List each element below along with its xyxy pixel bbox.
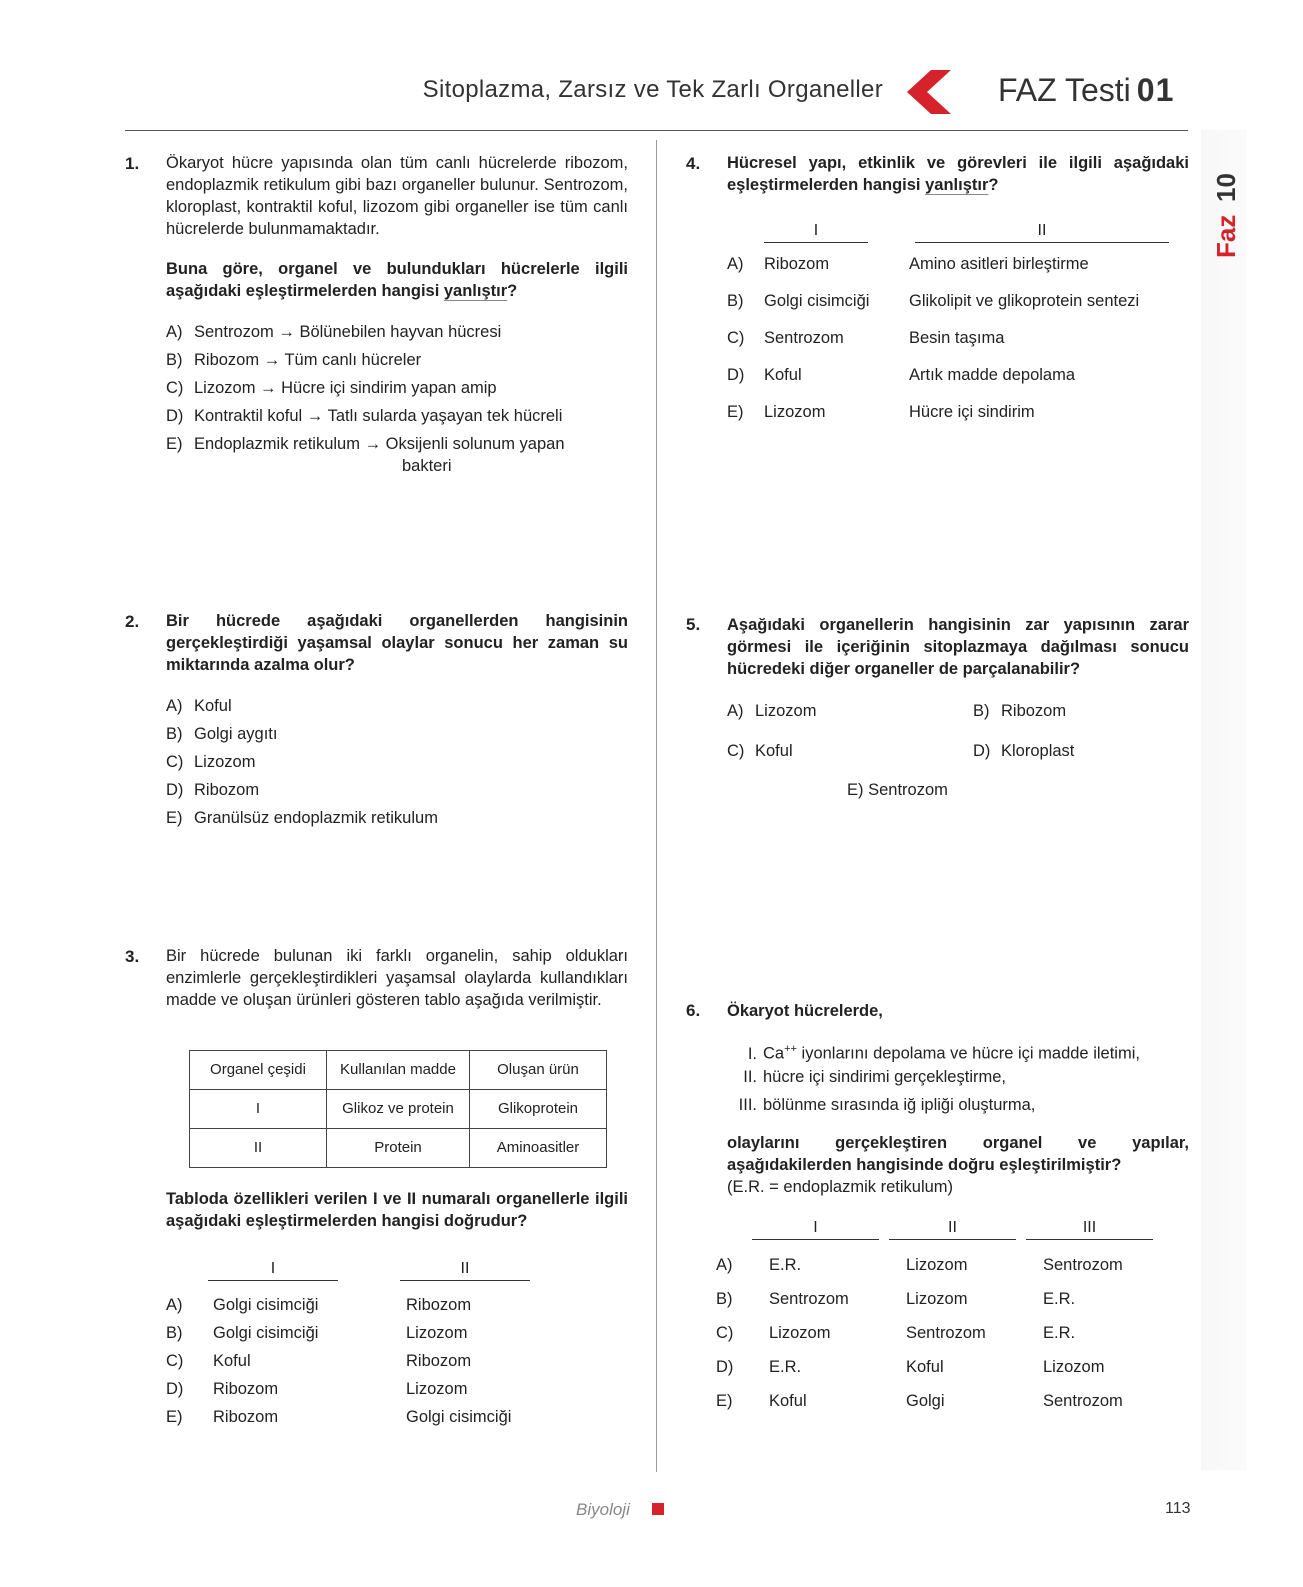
question-stem <box>166 258 628 302</box>
question-stem: Aşağıdaki organellerin hangisinin zar yapısının zarar görmesi ile içeriğinin sitoplazmaya dağılması sonucu hücredeki diğer organeller de parçalanabilir? <box>727 616 1189 678</box>
side-strip <box>1201 130 1247 1470</box>
test-number: 01 <box>1136 72 1175 108</box>
option-c[interactable] <box>727 740 793 762</box>
option-letter: E) <box>166 809 183 827</box>
option-a[interactable] <box>166 695 232 717</box>
option-letter: E) <box>847 781 864 799</box>
stem-emphasis: yanlıştır <box>925 176 989 194</box>
footer-square-icon <box>652 1503 664 1515</box>
option-letter: C) <box>716 1324 734 1342</box>
table-header-cell: Kullanılan madde <box>327 1051 470 1090</box>
option-b[interactable] <box>727 290 1140 312</box>
question-number: 6. <box>686 1001 701 1020</box>
option-d[interactable] <box>727 364 1076 386</box>
option-letter: C) <box>166 753 184 771</box>
column-header: II <box>915 220 1169 243</box>
option-d[interactable] <box>716 1356 1105 1378</box>
option-col-2: Golgi <box>906 1392 945 1410</box>
statement-text: iyonlarını depolama ve hücre içi madde iletimi, <box>796 1044 1140 1063</box>
stem-text: Buna göre, organel ve bulundukları hücrelerle ilgili aşağıdaki eşleştirmelerden hangisi <box>166 260 628 300</box>
option-e[interactable] <box>716 1390 1123 1412</box>
table-header-cell: Oluşan ürün <box>470 1051 607 1090</box>
column-header: II <box>889 1217 1016 1240</box>
option-col-2: Ribozom <box>406 1296 472 1314</box>
option-col-2: Ribozom <box>406 1352 472 1370</box>
statement-numeral: I. <box>747 1044 757 1063</box>
option-d[interactable] <box>166 405 562 427</box>
option-col-1: Lizozom <box>769 1324 831 1342</box>
option-letter: D) <box>727 366 745 384</box>
test-title-word: FAZ Testi <box>998 72 1131 108</box>
column-header: I <box>764 220 868 243</box>
option-b[interactable] <box>166 723 277 745</box>
column-divider <box>656 140 657 1472</box>
question-text: Ökaryot hücre yapısında olan tüm canlı hücrelerde ribozom, endoplazmik retikulum gibi bazı organeller bulunur. Sentrozom, kloroplast, kontraktil koful, lizozom gibi organeller ise tüm canlı hücrelerde bulunmamaktadır. <box>166 154 628 238</box>
option-col-2: Besin taşıma <box>909 329 1005 347</box>
option-letter: D) <box>166 407 184 425</box>
superscript: ++ <box>784 1043 797 1055</box>
option-col-2: Lizozom <box>406 1380 468 1398</box>
option-letter: B) <box>973 702 990 720</box>
statement-1 <box>727 1038 1167 1065</box>
option-col-1: Koful <box>213 1352 251 1370</box>
faz-10-logo <box>1207 150 1241 260</box>
svg-text:Faz: Faz <box>1211 214 1241 258</box>
option-letter: B) <box>727 292 744 310</box>
option-text: Koful <box>194 697 232 715</box>
option-letter: E) <box>716 1392 733 1410</box>
option-letter: B) <box>166 351 183 369</box>
option-e[interactable] <box>166 433 565 455</box>
table-cell: I <box>190 1090 327 1129</box>
option-text: Endoplazmik retikulum → Oksijenli solunum yapan <box>194 435 565 453</box>
option-col-1: E.R. <box>769 1256 802 1274</box>
option-d[interactable] <box>973 740 1074 762</box>
question-text: Bir hücrede bulunan iki farklı organelin, sahip oldukları enzimlerle gerçekleştirdikleri yaşamsal olaylarda kullandıkları madde ve oluşan ürünleri gösteren tablo aşağıda verilmiştir. <box>166 947 628 1009</box>
option-col-1: Golgi cisimciği <box>764 292 870 310</box>
option-col-1: E.R. <box>769 1358 802 1376</box>
option-text: Kloroplast <box>1001 742 1075 760</box>
table-cell: II <box>190 1129 327 1168</box>
option-letter: C) <box>166 1352 184 1370</box>
option-c[interactable] <box>166 377 497 399</box>
option-col-1: Golgi cisimciği <box>213 1296 319 1314</box>
option-col-1: Ribozom <box>764 255 830 273</box>
option-letter: D) <box>166 781 184 799</box>
option-c[interactable] <box>727 327 1005 349</box>
chevron-left-icon <box>905 68 953 116</box>
option-letter: B) <box>716 1290 733 1308</box>
option-letter: B) <box>166 725 183 743</box>
option-a[interactable] <box>727 700 816 722</box>
column-header: III <box>1026 1217 1153 1240</box>
option-c[interactable] <box>716 1322 1076 1344</box>
option-d[interactable] <box>166 1378 468 1400</box>
option-col-2: Lizozom <box>906 1290 968 1308</box>
statement-3 <box>727 1094 1167 1116</box>
table-cell: Aminoasitler <box>470 1129 607 1168</box>
option-col-2: Artık madde depolama <box>909 366 1076 384</box>
option-text: Ribozom <box>194 781 260 799</box>
question-number: 3. <box>125 947 140 966</box>
option-col-3: E.R. <box>1043 1324 1076 1342</box>
option-letter: B) <box>166 1324 183 1342</box>
option-col-1: Golgi cisimciği <box>213 1324 319 1342</box>
option-text: Golgi aygıtı <box>194 725 278 743</box>
option-e[interactable] <box>166 1406 512 1428</box>
table-cell: Glikoz ve protein <box>327 1090 470 1129</box>
option-col-1: Sentrozom <box>764 329 844 347</box>
option-text: Kontraktil koful → Tatlı sularda yaşayan tek hücreli <box>194 407 563 425</box>
question-number: 1. <box>125 154 140 173</box>
option-e[interactable] <box>166 807 438 829</box>
option-text: Granülsüz endoplazmik retikulum <box>194 809 438 827</box>
option-letter: A) <box>166 697 183 715</box>
option-a[interactable] <box>716 1254 1123 1276</box>
option-e[interactable] <box>847 779 948 801</box>
option-letter: A) <box>166 1296 183 1314</box>
option-col-3: Lizozom <box>1043 1358 1105 1376</box>
column-header: II <box>400 1258 530 1281</box>
option-letter: C) <box>727 742 745 760</box>
question-stem <box>727 152 1189 196</box>
option-col-2: Golgi cisimciği <box>406 1408 512 1426</box>
option-letter: A) <box>727 255 744 273</box>
option-text: Lizozom <box>194 753 256 771</box>
table-cell: Protein <box>327 1129 470 1168</box>
option-letter: C) <box>727 329 745 347</box>
question-number: 5. <box>686 615 701 634</box>
option-col-1: Koful <box>764 366 802 384</box>
option-b[interactable] <box>166 1322 468 1344</box>
data-table <box>189 1050 607 1168</box>
option-b[interactable] <box>166 349 421 371</box>
option-d[interactable] <box>166 779 259 801</box>
option-letter: D) <box>166 1380 184 1398</box>
statement-numeral: II. <box>743 1068 757 1086</box>
page-subtitle: Sitoplazma, Zarsız ve Tek Zarlı Organeller <box>422 76 883 103</box>
column-header: I <box>208 1258 338 1281</box>
option-col-1: Ribozom <box>213 1408 279 1426</box>
option-col-2: Lizozom <box>906 1256 968 1274</box>
option-text: Lizozom → Hücre içi sindirim yapan amip <box>194 379 497 397</box>
option-letter: E) <box>166 1408 183 1426</box>
statement-numeral: III. <box>738 1096 757 1114</box>
stem-emphasis: yanlıştır <box>443 282 508 300</box>
option-text: Lizozom <box>755 702 817 720</box>
option-letter: A) <box>166 323 183 341</box>
test-title <box>998 72 1174 109</box>
option-b[interactable] <box>973 700 1066 722</box>
option-c[interactable] <box>166 1350 472 1372</box>
question-note: (E.R. = endoplazmik retikulum) <box>727 1178 954 1196</box>
option-letter: D) <box>716 1358 734 1376</box>
option-text: Sentrozom <box>868 781 948 799</box>
option-letter: C) <box>166 379 184 397</box>
option-col-3: Sentrozom <box>1043 1392 1123 1410</box>
table-row <box>190 1129 607 1168</box>
statement-text: hücre içi sindirimi gerçekleştirme, <box>763 1068 1006 1086</box>
question-stem: Bir hücrede aşağıdaki organellerden hangisinin gerçekleştirdiği yaşamsal olaylar sonucu her zaman su miktarında azalma olur? <box>166 612 628 674</box>
question-intro: Ökaryot hücrelerde, <box>727 1002 883 1020</box>
option-a[interactable] <box>727 253 1089 275</box>
table-cell: Glikoprotein <box>470 1090 607 1129</box>
stem-end: ? <box>988 176 999 194</box>
option-a[interactable] <box>166 321 501 343</box>
option-col-1: Koful <box>769 1392 807 1410</box>
stem-text: Hücresel yapı, etkinlik ve görevleri ile ilgili aşağıdaki eşleştirmelerden hangisi <box>727 154 1189 194</box>
option-col-2: Sentrozom <box>906 1324 986 1342</box>
column-header: I <box>752 1217 879 1240</box>
table-header-cell: Organel çeşidi <box>190 1051 327 1090</box>
option-col-2: Glikolipit ve glikoprotein sentezi <box>909 292 1140 310</box>
option-col-2: Lizozom <box>406 1324 468 1342</box>
footer-subject: Biyoloji <box>576 1500 630 1519</box>
option-col-2: Amino asitleri birleştirme <box>909 255 1089 273</box>
question-stem: olaylarını gerçekleştiren organel ve yapılar, aşağıdakilerden hangisinde doğru eşleştirilmiştir? <box>727 1134 1189 1174</box>
option-col-2: Koful <box>906 1358 944 1376</box>
option-letter: D) <box>973 742 991 760</box>
header-divider <box>125 130 1188 131</box>
option-e[interactable] <box>727 401 1035 423</box>
stem-end: ? <box>507 282 518 300</box>
option-letter: A) <box>727 702 744 720</box>
statement-text: bölünme sırasında iğ ipliği oluşturma, <box>763 1096 1036 1114</box>
option-e-continuation: bakteri <box>402 457 452 475</box>
option-text: Sentrozom → Bölünebilen hayvan hücresi <box>194 323 502 341</box>
option-col-2: Hücre içi sindirim <box>909 403 1035 421</box>
option-letter: A) <box>716 1256 733 1274</box>
option-letter: E) <box>727 403 744 421</box>
question-number: 2. <box>125 612 140 631</box>
option-letter: E) <box>166 435 183 453</box>
option-col-1: Lizozom <box>764 403 826 421</box>
question-number: 4. <box>686 154 701 173</box>
svg-text:10: 10 <box>1211 173 1241 202</box>
option-text: Koful <box>755 742 793 760</box>
option-text: Ribozom <box>1001 702 1067 720</box>
option-col-1: Sentrozom <box>769 1290 849 1308</box>
question-stem: Tabloda özellikleri verilen I ve II numaralı organellerle ilgili aşağıdaki eşleştirmelerden hangisi doğrudur? <box>166 1190 628 1230</box>
page-number: 113 <box>1165 1500 1191 1517</box>
table-header-row <box>190 1051 607 1090</box>
option-col-3: E.R. <box>1043 1290 1076 1308</box>
table-row <box>190 1090 607 1129</box>
option-text: Ribozom → Tüm canlı hücreler <box>194 351 422 369</box>
option-col-3: Sentrozom <box>1043 1256 1123 1274</box>
option-c[interactable] <box>166 751 255 773</box>
statement-2 <box>727 1066 1167 1088</box>
option-a[interactable] <box>166 1294 472 1316</box>
statement-text: Ca <box>763 1044 785 1063</box>
option-b[interactable] <box>716 1288 1076 1310</box>
option-col-1: Ribozom <box>213 1380 279 1398</box>
